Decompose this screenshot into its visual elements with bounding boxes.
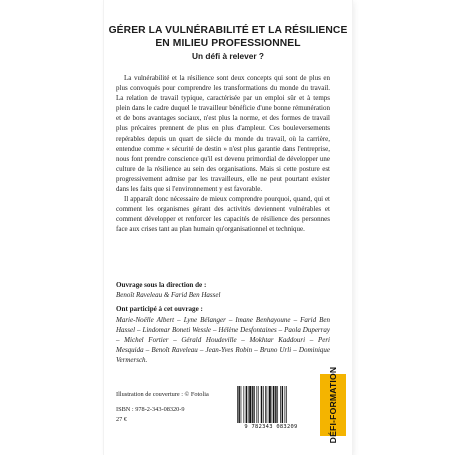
book-subtitle: Un défi à relever ?	[192, 51, 264, 61]
book-back-cover	[104, 0, 352, 455]
participants-heading: Ont participé à cet ouvrage :	[116, 305, 203, 313]
isbn: ISBN : 978-2-343-08320-9	[116, 406, 185, 413]
blurb-paragraph-2: Il apparaît donc nécessaire de mieux comprendre pourquoi, quand, qui et comment les organismes gérant des activités deviennent vulnérables et comment développer et renforcer les capacités de résilience des personnes face aux crises tant au plan humain qu'organisationnel et technique.	[116, 195, 330, 234]
direction-names: Benoît Raveleau & Farid Ben Hassel	[116, 291, 221, 299]
barcode-bars-icon	[233, 385, 309, 425]
participants-names: Marie-Noëlle Albert – Lyne Bélanger – Imane Benhayoune – Farid Ben Hassel – Lindomar Boneti Wessle – Hélène Desfontaines – Paola Duperray – Michel Fortier – Gérald Houdeville – Mokhtar Kaddouri – Peri Mesquida – Benoît Raveleau – Jean-Yves Robin – Bruno Urli – Dominique Vermersch.	[116, 316, 330, 365]
illustration-credit: Illustration de couverture : © Fotolia	[116, 391, 209, 398]
direction-heading: Ouvrage sous la direction de :	[116, 281, 207, 289]
barcode	[233, 385, 309, 433]
book-title	[104, 25, 352, 50]
book-title-line-1: GÉRER LA VULNÉRABILITÉ ET LA RÉSILIENCE	[108, 25, 348, 36]
barcode-digits: 9 782343 083209	[233, 424, 309, 430]
blurb	[116, 73, 330, 235]
blurb-paragraph-1: La vulnérabilité et la résilience sont deux concepts qui sont de plus en plus convoqués pour comprendre les transformations du monde du travail. La relation de travail typique, caractérisée par un emploi sûr et à temps plein dans le cadre duquel le travailleur bénéficie d'une bonne rémunération et de bons avantages sociaux, n'est plus la norme, et des formes de travail plus précaires prennent de plus en plus d'ampleur. Ces bouleversements repérables depuis un quart de siècle du monde du travail, où la carrière, entendue comme « sécurité de destin » n'est plus garantie dans l'entreprise, nous font prendre conscience qu'il est devenu primordial de développer une culture de la résilience au sein des organisations. Mais si cette posture est progressivement admise par les travailleurs, elle ne peut pourtant exister dans les faits que si l'environnement y est favorable.	[116, 74, 330, 194]
price: 27 €	[116, 416, 128, 423]
series-label: DÉFI-FORMATION	[328, 366, 338, 444]
book-title-line-2: EN MILIEU PROFESSIONNEL	[155, 37, 301, 49]
series-tab	[320, 366, 346, 444]
